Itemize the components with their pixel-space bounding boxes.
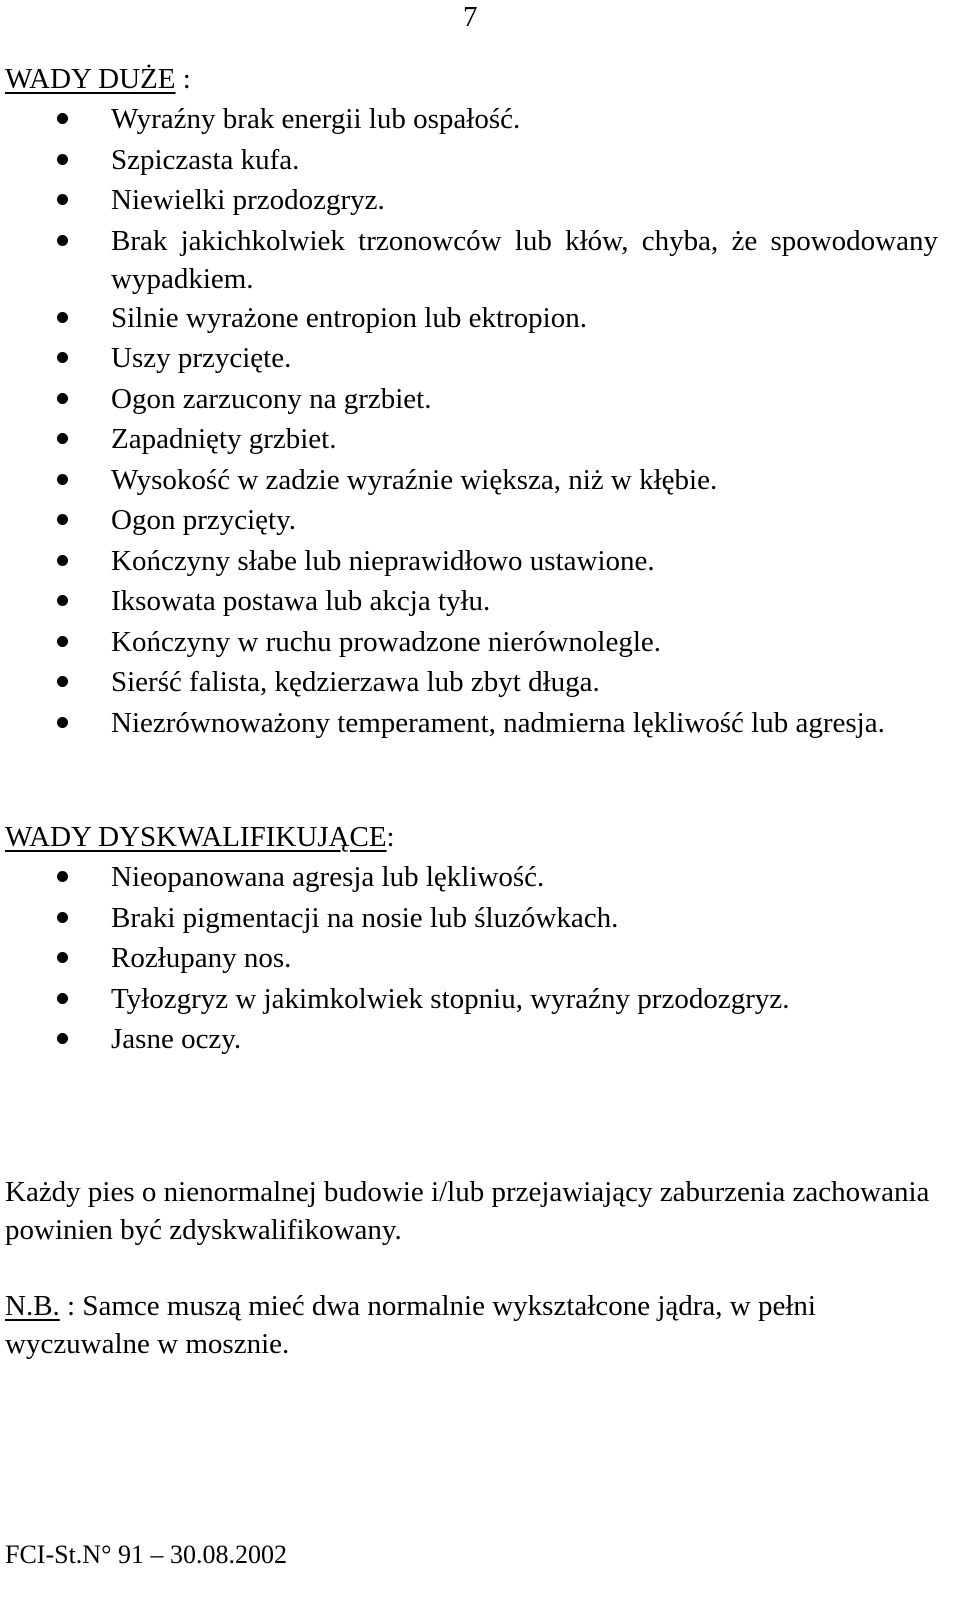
list-item	[0, 500, 960, 541]
bullet-icon	[57, 352, 68, 363]
list-item	[0, 379, 960, 420]
list-item-text: Szpiczasta kufa.	[111, 143, 300, 176]
list-item-text: Braki pigmentacji na nosie lub śluzówkach.	[111, 901, 619, 934]
bullet-icon	[57, 636, 68, 647]
list-item	[0, 703, 960, 742]
bullet-icon	[57, 871, 68, 882]
list-item	[0, 938, 960, 979]
disqualification-statement: Każdy pies o nienormalnej budowie i/lub przejawiający zaburzenia zachowania powinien być zdyskwalifikowany.	[5, 1176, 930, 1246]
disqualifying-faults-list	[0, 857, 960, 1060]
bullet-icon	[57, 194, 68, 205]
bullet-icon	[57, 433, 68, 444]
list-item-text: Zapadnięty grzbiet.	[111, 423, 337, 455]
list-item-text: Niezrównoważony temperament, nadmierna lękliwość lub agresja.	[111, 706, 885, 739]
bullet-icon	[57, 235, 68, 246]
bullet-icon	[57, 393, 68, 404]
list-item	[0, 419, 960, 460]
list-item-text: Silnie wyrażone entropion lub ektropion.	[111, 301, 587, 334]
bullet-icon	[57, 717, 68, 728]
list-item	[0, 180, 960, 221]
list-item	[0, 140, 960, 181]
list-item	[0, 898, 960, 939]
nb-note	[5, 1287, 940, 1363]
list-item-text: Brak jakichkolwiek trzonowców lub kłów, chyba, że spowodowany wypadkiem.	[111, 224, 938, 295]
list-item-text: Uszy przycięte.	[111, 342, 292, 374]
list-item-text: Sierść falista, kędzierzawa lub zbyt długa.	[111, 666, 600, 698]
list-item-text: Jasne oczy.	[111, 1023, 242, 1055]
list-item	[0, 221, 960, 298]
list-item-text: Wysokość w zadzie wyraźnie większa, niż w kłębie.	[111, 463, 718, 496]
bullet-icon	[57, 474, 68, 485]
list-item	[0, 1019, 960, 1060]
list-item	[0, 338, 960, 379]
section-heading-disqualifying-faults	[5, 820, 395, 854]
list-item-text: Kończyny w ruchu prowadzone nierównolegle.	[111, 625, 662, 658]
nb-text: : Samce muszą mieć dwa normalnie wykształcone jądra, w pełni wyczuwalne w mosznie.	[5, 1290, 816, 1360]
major-faults-colon: :	[175, 63, 191, 95]
list-item	[0, 541, 960, 582]
bullet-icon	[57, 312, 68, 323]
list-item	[0, 622, 960, 663]
bullet-icon	[57, 595, 68, 606]
list-item-text: Tyłozgryz w jakimkolwiek stopniu, wyraźny przodozgryz.	[111, 982, 790, 1015]
bullet-icon	[57, 154, 68, 165]
list-item	[0, 298, 960, 339]
bullet-icon	[57, 1033, 68, 1044]
major-faults-list	[0, 99, 960, 742]
nb-label: N.B.	[5, 1290, 60, 1322]
list-item-text: Ogon przycięty.	[111, 504, 296, 536]
page-number: 7	[463, 1, 478, 33]
list-item-text: Iksowata postawa lub akcja tyłu.	[111, 585, 491, 617]
section-heading-major-faults	[5, 62, 191, 96]
disqualifying-faults-colon: :	[386, 821, 395, 853]
list-item	[0, 581, 960, 622]
list-item	[0, 99, 960, 140]
disqualifying-faults-title: WADY DYSKWALIFIKUJĄCE	[5, 821, 387, 853]
bullet-icon	[57, 912, 68, 923]
bullet-icon	[57, 676, 68, 687]
list-item-text: Kończyny słabe lub nieprawidłowo ustawione.	[111, 544, 655, 577]
bullet-icon	[57, 514, 68, 525]
list-item-text: Niewielki przodozgryz.	[111, 184, 385, 216]
list-item-text: Ogon zarzucony na grzbiet.	[111, 382, 432, 415]
list-item-text: Wyraźny brak energii lub ospałość.	[111, 103, 521, 135]
bullet-icon	[57, 952, 68, 963]
bullet-icon	[57, 993, 68, 1004]
list-item	[0, 460, 960, 501]
list-item-text: Rozłupany nos.	[111, 942, 292, 974]
bullet-icon	[57, 555, 68, 566]
list-item	[0, 979, 960, 1020]
major-faults-title: WADY DUŻE	[5, 63, 176, 95]
list-item-text: Nieopanowana agresja lub lękliwość.	[111, 861, 545, 893]
bullet-icon	[57, 113, 68, 124]
list-item	[0, 857, 960, 898]
list-item	[0, 662, 960, 703]
footer-standard-reference: FCI-St.N° 91 – 30.08.2002	[5, 1540, 287, 1569]
